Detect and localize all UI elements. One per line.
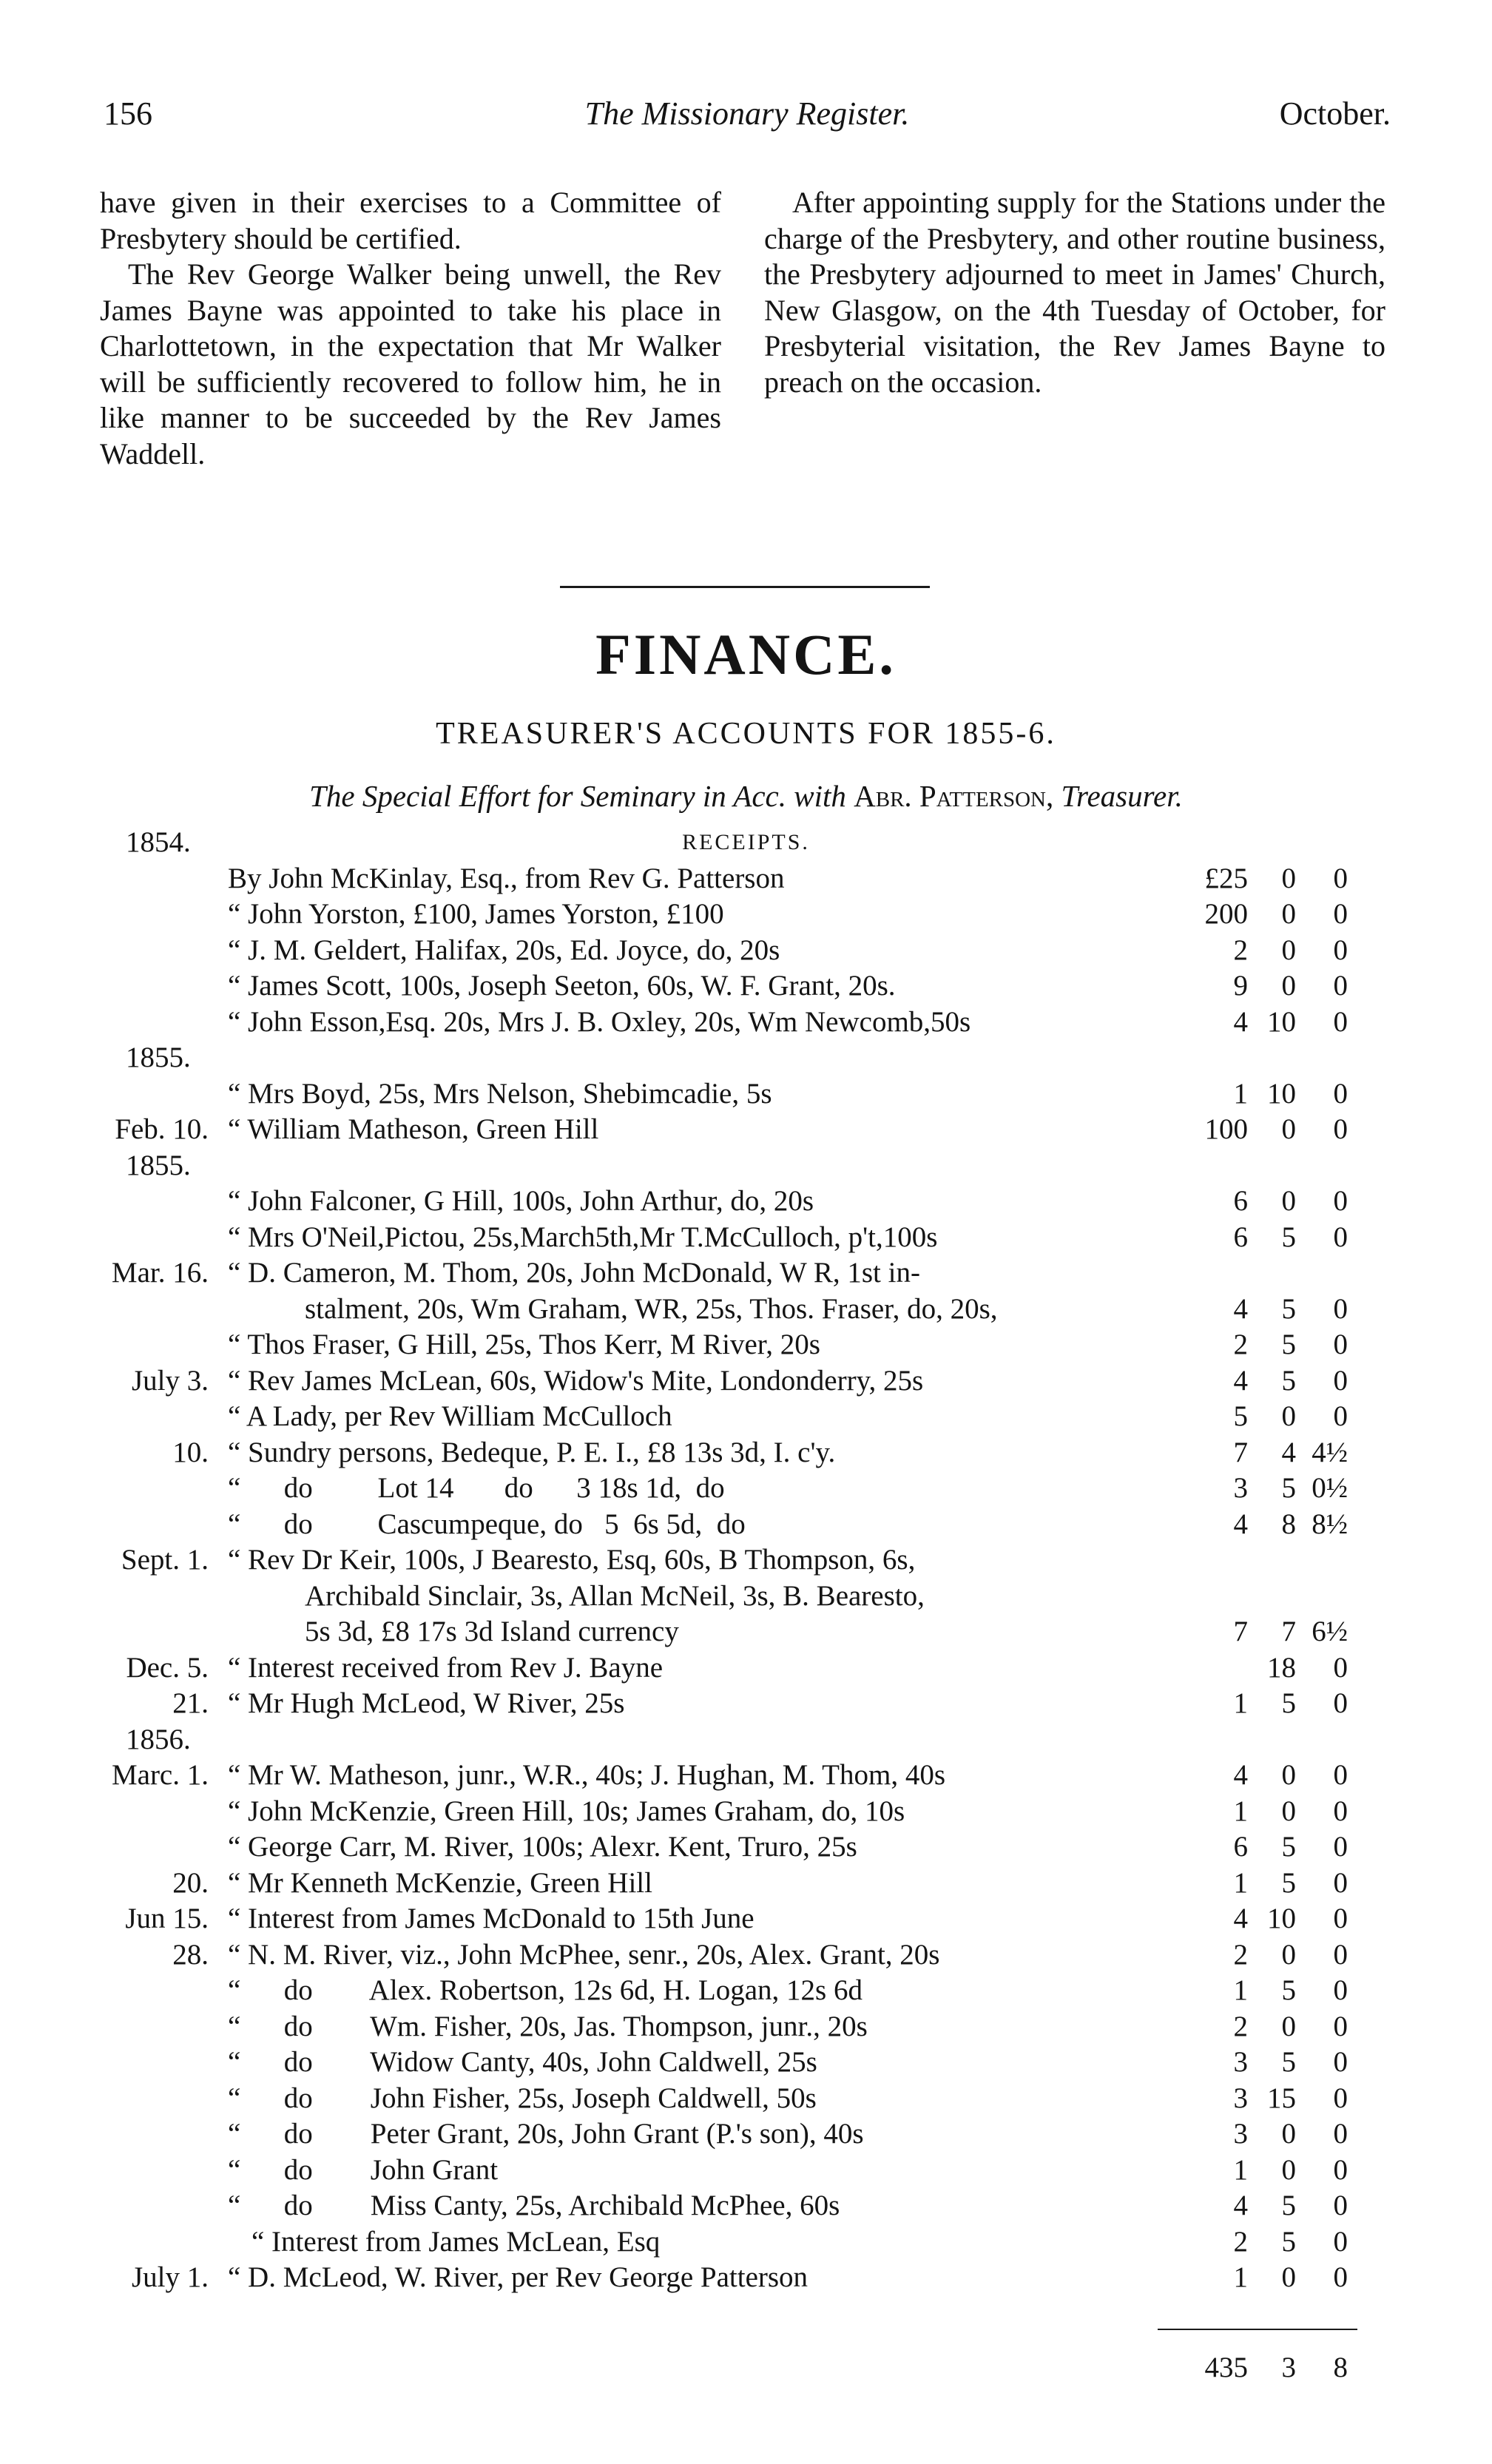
ledger-description: By John McKinlay, Esq., from Rev G. Patterson [228, 862, 785, 894]
issue-month: October. [1279, 95, 1391, 132]
ledger-row [0, 2261, 1492, 2297]
ledger-date: Mar. 16. [111, 1257, 209, 1289]
ledger-pounds: 1 [1233, 1687, 1248, 1719]
ledger-description: “ do Alex. Robertson, 12s 6d, H. Logan, 12s 6d [228, 1974, 863, 2006]
ledger-row [0, 1471, 1492, 1508]
ledger-year: 1856. [126, 1723, 191, 1755]
ledger-shillings: 0 [1281, 970, 1296, 1002]
ledger-row [0, 2010, 1492, 2046]
ledger-shillings: 0 [1281, 1113, 1296, 1145]
ledger-pence: 0 [1333, 1329, 1348, 1360]
ledger-year-row [0, 1041, 1492, 1077]
ledger-description: “ John Esson,Esq. 20s, Mrs J. B. Oxley, 20s, Wm Newcomb,50s [228, 1005, 971, 1038]
ledger-date: Feb. 10. [115, 1113, 209, 1145]
ledger-description: “ Mrs Boyd, 25s, Mrs Nelson, Shebimcadie, 5s [228, 1077, 772, 1110]
ledger-pounds: 3 [1233, 2082, 1248, 2114]
ledger-pounds: 4 [1233, 1292, 1248, 1325]
ledger-table [0, 826, 1492, 2297]
ledger-description: “ William Matheson, Green Hill [228, 1113, 599, 1145]
ledger-row [0, 1508, 1492, 1544]
ledger-pounds: 4 [1233, 1903, 1248, 1934]
ledger-shillings: 0 [1281, 898, 1296, 930]
ledger-pence: 0½ [1312, 1472, 1348, 1504]
ledger-description: “ Mr W. Matheson, junr., W.R., 40s; J. Hughan, M. Thom, 40s [228, 1759, 945, 1791]
treasurer-name: Abr. Patterson, [854, 779, 1054, 813]
account-title-part: The Special Effort for Seminary in Acc. with [309, 779, 846, 813]
ledger-description: “ do Miss Canty, 25s, Archibald McPhee, 60s [228, 2190, 840, 2221]
ledger-description: “ Thos Fraser, G Hill, 25s, Thos Kerr, M River, 20s [228, 1329, 820, 1360]
ledger-pence: 0 [1333, 2046, 1348, 2078]
ledger-shillings: 5 [1281, 2225, 1296, 2258]
total-pence: 8 [1333, 2352, 1348, 2383]
ledger-row [0, 1866, 1492, 1903]
ledger-shillings: 18 [1267, 1651, 1296, 1684]
ledger-shillings: 5 [1281, 1364, 1296, 1397]
ledger-pounds: 1 [1233, 1077, 1248, 1110]
ledger-pounds: 4 [1233, 1005, 1248, 1038]
ledger-row [0, 1400, 1492, 1436]
ledger-description: “ Interest from James McLean, Esq [252, 2225, 661, 2258]
ledger-description: “ do Cascumpeque, do 5 6s 5d, do [228, 1508, 746, 1540]
ledger-description: “ Rev Dr Keir, 100s, J Bearesto, Esq, 60s, B Thompson, 6s, [228, 1544, 916, 1576]
paragraph: After appointing supply for the Stations under the charge of the Presbytery, and other routine business, the Presbytery adjourned to meet in James' Church, New Glasgow, on the 4th Tuesday of October, for Presbyterial visitation, the Rev James Bayne to preach on the occasion. [764, 186, 1385, 399]
ledger-pence: 0 [1333, 2261, 1348, 2293]
right-column [764, 185, 1385, 400]
ledger-shillings: 0 [1281, 1938, 1296, 1971]
ledger-date: Marc. 1. [111, 1759, 209, 1791]
ledger-pence: 0 [1333, 1903, 1348, 1934]
ledger-description: “ Sundry persons, Bedeque, P. E. I., £8 13s 3d, I. c'y. [228, 1436, 836, 1468]
ledger-date: 10. [172, 1436, 209, 1468]
ledger-pounds: 3 [1233, 1472, 1248, 1504]
ledger-row [0, 1938, 1492, 1974]
ledger-pence: 0 [1333, 1687, 1348, 1719]
ledger-description: “ A Lady, per Rev William McCulloch [228, 1400, 672, 1432]
ledger-row [0, 1077, 1492, 1113]
ledger-pence: 0 [1333, 1938, 1348, 1971]
ledger-row [0, 1292, 1492, 1329]
ledger-pounds: 4 [1233, 1759, 1248, 1791]
ledger-shillings: 5 [1281, 1472, 1296, 1504]
ledger-row [0, 1543, 1492, 1579]
ledger-shillings: 0 [1281, 2261, 1296, 2293]
ledger-shillings: 5 [1281, 1292, 1296, 1325]
ledger-shillings: 5 [1281, 1221, 1296, 1253]
ledger-description: stalment, 20s, Wm Graham, WR, 25s, Thos. Fraser, do, 20s, [305, 1292, 998, 1325]
ledger-pence: 0 [1333, 1974, 1348, 2006]
ledger-row [0, 1364, 1492, 1400]
account-title-part: Treasurer. [1061, 779, 1183, 813]
ledger-description: “ Rev James McLean, 60s, Widow's Mite, Londonderry, 25s [228, 1364, 924, 1397]
ledger-row [0, 1651, 1492, 1687]
ledger-description: “ do John Grant [228, 2153, 499, 2186]
ledger-pence: 0 [1333, 1292, 1348, 1325]
ledger-date: 20. [172, 1866, 209, 1899]
ledger-shillings: 0 [1281, 934, 1296, 966]
ledger-pounds: 2 [1233, 1329, 1248, 1360]
ledger-pence: 0 [1333, 898, 1348, 930]
ledger-pence: 0 [1333, 862, 1348, 894]
ledger-description: “ D. Cameron, M. Thom, 20s, John McDonald, W R, 1st in- [228, 1257, 920, 1289]
ledger-row [0, 1221, 1492, 1257]
ledger-pounds: 9 [1233, 970, 1248, 1002]
ledger-pounds: 6 [1233, 1831, 1248, 1863]
ledger-description: “ John Falconer, G Hill, 100s, John Arthur, do, 20s [228, 1185, 814, 1217]
paragraph: have given in their exercises to a Committee of Presbytery should be certified. [100, 186, 721, 255]
ledger-pounds: 4 [1233, 1508, 1248, 1540]
ledger-description: “ John Yorston, £100, James Yorston, £100 [228, 898, 724, 930]
ledger-shillings: 10 [1267, 1903, 1296, 1934]
ledger-row [0, 2117, 1492, 2153]
total-rule [1158, 2329, 1357, 2330]
ledger-year-row [0, 1149, 1492, 1185]
ledger-row [0, 969, 1492, 1005]
ledger-pounds: 6 [1233, 1221, 1248, 1253]
ledger-date: Dec. 5. [126, 1651, 209, 1684]
account-title [0, 778, 1492, 814]
ledger-pounds: 1 [1233, 1974, 1248, 2006]
ledger-pounds: £25 [1204, 862, 1248, 894]
ledger-shillings: 5 [1281, 1329, 1296, 1360]
ledger-pounds: 3 [1233, 2118, 1248, 2150]
ledger-pence: 0 [1333, 1759, 1348, 1791]
ledger-pence: 0 [1333, 934, 1348, 966]
ledger-description: “ George Carr, M. River, 100s; Alexr. Kent, Truro, 25s [228, 1831, 857, 1863]
ledger-shillings: 7 [1281, 1616, 1296, 1647]
ledger-pence: 0 [1333, 2153, 1348, 2186]
ledger-description: “ John McKenzie, Green Hill, 10s; James Graham, do, 10s [228, 1795, 905, 1827]
ledger-description: “ do John Fisher, 25s, Joseph Caldwell, 50s [228, 2082, 817, 2114]
ledger-date: July 3. [131, 1364, 209, 1397]
ledger-description: “ do Wm. Fisher, 20s, Jas. Thompson, junr., 20s [228, 2010, 868, 2042]
ledger-description: “ Mrs O'Neil,Pictou, 25s,March5th,Mr T.McCulloch, p't,100s [228, 1221, 938, 1253]
ledger-description: “ Mr Kenneth McKenzie, Green Hill [228, 1866, 652, 1899]
ledger-row [0, 1830, 1492, 1866]
ledger-shillings: 4 [1281, 1436, 1296, 1468]
ledger-shillings: 0 [1281, 862, 1296, 894]
ledger-pence: 0 [1333, 2082, 1348, 2114]
ledger-row [0, 1687, 1492, 1723]
ledger-row [0, 1256, 1492, 1292]
ledger-row [0, 1184, 1492, 1221]
ledger-description: “ J. M. Geldert, Halifax, 20s, Ed. Joyce, do, 20s [228, 934, 780, 966]
ledger-year-row [0, 826, 1492, 862]
ledger-pounds: 1 [1233, 1795, 1248, 1827]
ledger-row [0, 1974, 1492, 2010]
ledger-shillings: 5 [1281, 2046, 1296, 2078]
ledger-row [0, 2082, 1492, 2118]
ledger-row [0, 1579, 1492, 1616]
ledger-shillings: 10 [1267, 1077, 1296, 1110]
ledger-row [0, 1795, 1492, 1831]
ledger-pence: 0 [1333, 2118, 1348, 2150]
ledger-pence: 6½ [1312, 1616, 1348, 1647]
ledger-pounds: 3 [1233, 2046, 1248, 2078]
ledger-shillings: 10 [1267, 1005, 1296, 1038]
ledger-row [0, 2189, 1492, 2225]
total-pounds: 435 [1204, 2352, 1248, 2383]
ledger-row [0, 2045, 1492, 2082]
ledger-date: Sept. 1. [121, 1544, 209, 1576]
paragraph: The Rev George Walker being unwell, the Rev James Bayne was appointed to take his place in Charlottetown, in the expectation that Mr Walker will be sufficiently recovered to follow him, he in like manner to be succeeded by the Rev James Waddell. [100, 257, 721, 470]
ledger-description: “ do Peter Grant, 20s, John Grant (P.'s son), 40s [228, 2118, 864, 2150]
publication-title: The Missionary Register. [584, 95, 910, 132]
ledger-description: “ D. McLeod, W. River, per Rev George Patterson [228, 2261, 809, 2293]
total-shillings: 3 [1281, 2352, 1296, 2383]
ledger-pence: 0 [1333, 2225, 1348, 2258]
receipts-label: RECEIPTS. [682, 830, 810, 854]
ledger-pounds: 4 [1233, 1364, 1248, 1397]
ledger-row [0, 1436, 1492, 1472]
ledger-year: 1855. [126, 1042, 191, 1073]
ledger-pence: 0 [1333, 1113, 1348, 1145]
ledger-pence: 8½ [1312, 1508, 1348, 1540]
ledger-shillings: 0 [1281, 1795, 1296, 1827]
ledger-row [0, 2225, 1492, 2261]
ledger-pence: 0 [1333, 1831, 1348, 1863]
ledger-description: “ N. M. River, viz., John McPhee, senr., 20s, Alex. Grant, 20s [228, 1938, 940, 1971]
ledger-description: 5s 3d, £8 17s 3d Island currency [305, 1616, 679, 1647]
ledger-shillings: 15 [1267, 2082, 1296, 2114]
ledger-shillings: 5 [1281, 2190, 1296, 2221]
ledger-row [0, 2153, 1492, 2190]
ledger-description: Archibald Sinclair, 3s, Allan McNeil, 3s, B. Bearesto, [305, 1579, 925, 1612]
running-header [104, 95, 1391, 139]
ledger-row [0, 1005, 1492, 1042]
ledger-pounds: 7 [1233, 1436, 1248, 1468]
ledger-description: “ Interest received from Rev J. Bayne [228, 1651, 664, 1684]
ledger-pence: 0 [1333, 1866, 1348, 1899]
ledger-pence: 0 [1333, 1185, 1348, 1217]
ledger-row [0, 934, 1492, 970]
ledger-description: “ Mr Hugh McLeod, W River, 25s [228, 1687, 625, 1719]
ledger-shillings: 5 [1281, 1831, 1296, 1863]
ledger-pounds: 100 [1204, 1113, 1248, 1145]
ledger-date: 21. [172, 1687, 209, 1719]
ledger-date: Jun 15. [125, 1903, 209, 1934]
ledger-pounds: 7 [1233, 1616, 1248, 1647]
ledger-pounds: 2 [1233, 2225, 1248, 2258]
ledger-pounds: 2 [1233, 2010, 1248, 2042]
ledger-pounds: 6 [1233, 1185, 1248, 1217]
ledger-description: “ do Lot 14 do 3 18s 1d, do [228, 1472, 725, 1504]
ledger-description: “ James Scott, 100s, Joseph Seeton, 60s, W. F. Grant, 20s. [228, 970, 896, 1002]
ledger-shillings: 5 [1281, 1866, 1296, 1899]
ledger-pounds: 2 [1233, 1938, 1248, 1971]
ledger-date: July 1. [131, 2261, 209, 2293]
ledger-pence: 0 [1333, 1795, 1348, 1827]
ledger-shillings: 0 [1281, 1400, 1296, 1432]
ledger-pounds: 1 [1233, 2261, 1248, 2293]
ledger-shillings: 0 [1281, 1185, 1296, 1217]
ledger-row [0, 1113, 1492, 1149]
ledger-pounds: 1 [1233, 2153, 1248, 2186]
ledger-pence: 0 [1333, 1221, 1348, 1253]
ledger-shillings: 0 [1281, 1759, 1296, 1791]
ledger-pence: 0 [1333, 1364, 1348, 1397]
ledger-row [0, 1758, 1492, 1795]
ledger-shillings: 0 [1281, 2010, 1296, 2042]
ledger-date: 28. [172, 1938, 209, 1971]
ledger-year: 1855. [126, 1149, 191, 1181]
ledger-pence: 4½ [1312, 1436, 1348, 1468]
left-column [100, 185, 721, 472]
ledger-pence: 0 [1333, 1400, 1348, 1432]
ledger-pence: 0 [1333, 1077, 1348, 1110]
ledger-shillings: 5 [1281, 1974, 1296, 2006]
ledger-pounds: 2 [1233, 934, 1248, 966]
ledger-row [0, 1615, 1492, 1651]
ledger-row [0, 862, 1492, 898]
ledger-shillings: 8 [1281, 1508, 1296, 1540]
ledger-year-row [0, 1723, 1492, 1759]
ledger-pence: 0 [1333, 2190, 1348, 2221]
ledger-row [0, 1902, 1492, 1938]
ledger-shillings: 0 [1281, 2118, 1296, 2150]
section-divider [560, 586, 930, 588]
ledger-year: 1854. [126, 826, 191, 858]
ledger-shillings: 5 [1281, 1687, 1296, 1719]
ledger-row [0, 897, 1492, 934]
ledger-pence: 0 [1333, 2010, 1348, 2042]
section-subheading: TREASURER'S ACCOUNTS FOR 1855-6. [436, 717, 1056, 751]
ledger-pounds: 1 [1233, 1866, 1248, 1899]
ledger-description: “ Interest from James McDonald to 15th June [228, 1903, 755, 1934]
section-heading: FINANCE. [595, 622, 897, 686]
ledger-pounds: 200 [1204, 898, 1248, 930]
ledger-pounds: 4 [1233, 2190, 1248, 2221]
page-number: 156 [104, 95, 152, 132]
ledger-pence: 0 [1333, 970, 1348, 1002]
ledger-pounds: 5 [1233, 1400, 1248, 1432]
ledger-shillings: 0 [1281, 2153, 1296, 2186]
ledger-pence: 0 [1333, 1651, 1348, 1684]
ledger-description: “ do Widow Canty, 40s, John Caldwell, 25s [228, 2046, 817, 2078]
ledger-pence: 0 [1333, 1005, 1348, 1038]
ledger-row [0, 1328, 1492, 1364]
